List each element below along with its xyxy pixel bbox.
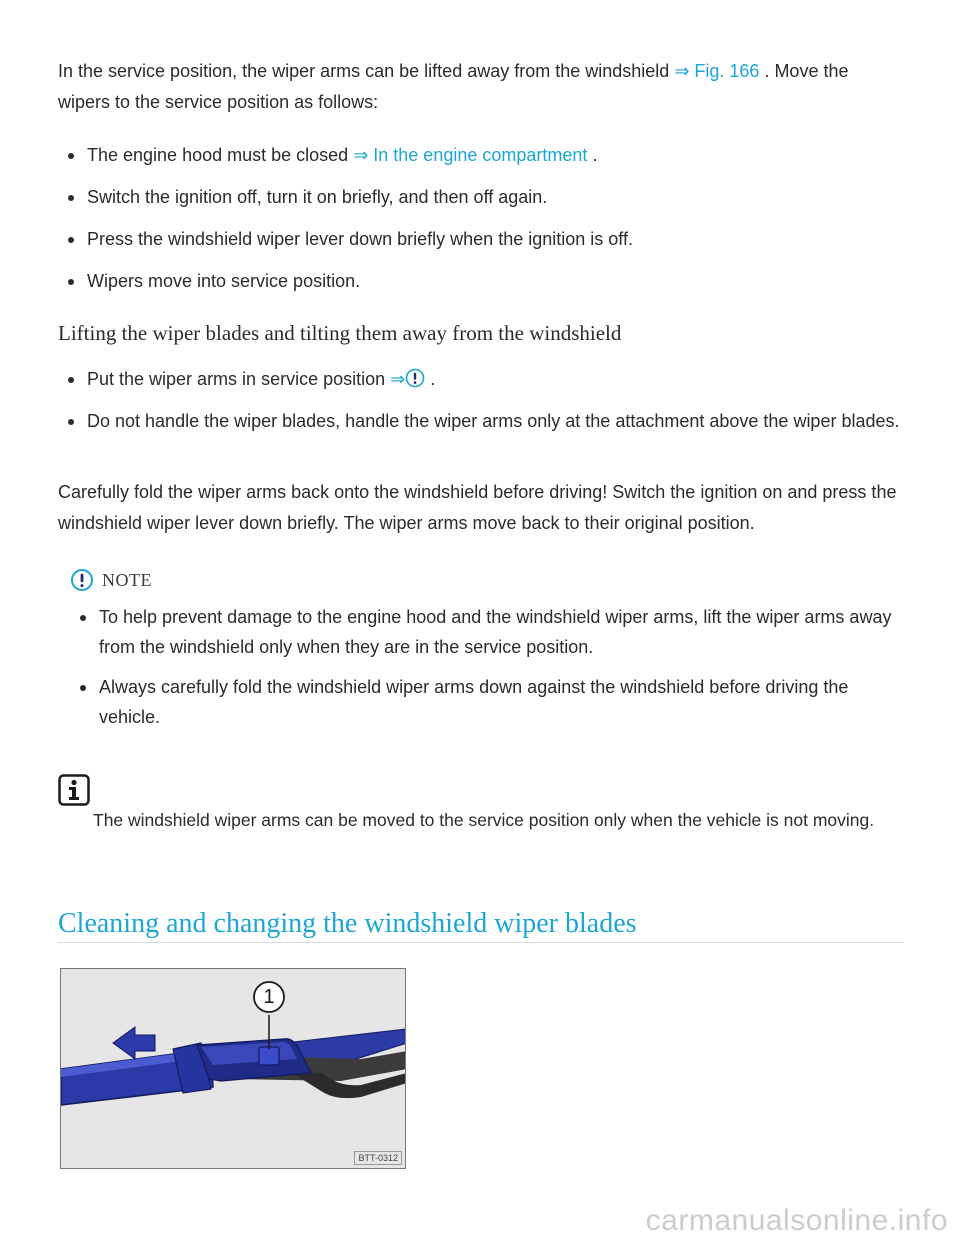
note-header <box>70 568 904 592</box>
arrow-link: ⇒ <box>390 369 406 389</box>
note-text: Always carefully fold the windshield wiper arms down against the windshield before driving the vehicle. <box>99 677 849 727</box>
intro-text-after: . Move the wipers to the service position as follows: <box>58 61 849 112</box>
note-text: To help prevent damage to the engine hood and the windshield wiper arms, lift the wiper arms away from the windshield only when they are in the service position. <box>99 607 892 657</box>
section-heading: Cleaning and changing the windshield wiper blades <box>58 908 637 939</box>
fold-paragraph: Carefully fold the wiper arms back onto the windshield before driving! Switch the ignition on and press the windshield wiper lever down briefly. The wiper arms move back to their original position. <box>58 482 897 533</box>
step-text: Press the windshield wiper lever down briefly when the ignition is off. <box>87 229 633 249</box>
step-text: Put the wiper arms in service position <box>87 369 391 389</box>
info-text: The windshield wiper arms can be moved to the service position only when the vehicle is not moving. <box>93 810 875 830</box>
list-item <box>70 602 904 662</box>
service-steps-list <box>58 140 904 296</box>
warning-link[interactable] <box>390 369 425 389</box>
warning-circle-icon <box>405 368 425 388</box>
intro-text: In the service position, the wiper arms can be lifted away from the windshield <box>58 61 675 81</box>
list-item <box>58 266 904 296</box>
list-item <box>70 672 904 732</box>
step-text: Do not handle the wiper blades, handle the wiper arms only at the attachment above the wiper blades. <box>87 411 900 431</box>
section-divider <box>58 942 904 943</box>
note-label: NOTE <box>102 569 152 590</box>
intro-paragraph <box>58 56 904 118</box>
fig-166-link[interactable]: ⇒ Fig. 166 <box>674 61 760 81</box>
list-item <box>58 140 904 170</box>
list-item <box>58 406 904 436</box>
step-after: . <box>425 369 436 389</box>
watermark: carmanualsonline.info <box>645 1204 948 1237</box>
engine-compartment-link[interactable]: ⇒ In the engine compartment <box>353 145 588 165</box>
list-item <box>58 182 904 212</box>
wiper-blade-illustration <box>61 969 406 1169</box>
note-box <box>70 568 904 732</box>
step-text: The engine hood must be closed <box>87 145 354 165</box>
step-after: . <box>587 145 598 165</box>
warning-circle-icon <box>70 568 94 592</box>
step-text: Switch the ignition off, turn it on briefly, and then off again. <box>87 187 548 207</box>
list-item <box>58 364 904 394</box>
info-icon <box>58 774 90 806</box>
note-list <box>70 602 904 732</box>
wiper-figure <box>60 968 406 1169</box>
lifting-steps-list <box>58 364 904 436</box>
step-text: Wipers move into service position. <box>87 271 361 291</box>
lifting-heading: Lifting the wiper blades and tilting them away from the windshield <box>58 321 622 345</box>
list-item <box>58 224 904 254</box>
figure-code: BTT-0312 <box>354 1151 402 1165</box>
callout-number: 1 <box>263 986 275 1008</box>
